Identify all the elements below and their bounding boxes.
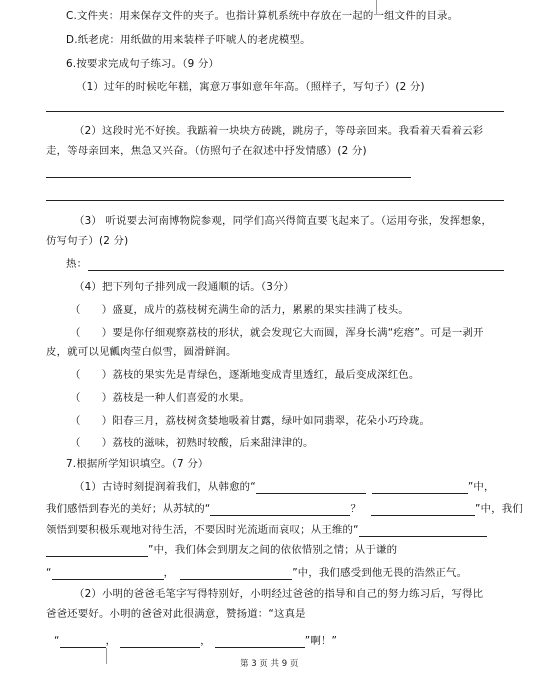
question-7-2-line2: 爸爸还要好。小明的爸爸对此很满意，赞扬道：“这真是 [46, 608, 306, 620]
blank-7-1-e[interactable] [359, 525, 487, 537]
question-7-1-line1 [74, 480, 495, 494]
question-7-2-line3 [54, 634, 337, 648]
q7-1-text-b-mid: ？ [350, 503, 362, 515]
blank-7-1-c[interactable] [210, 504, 350, 516]
option-c: C.文件夹：用来保存文件的夹子。也指计算机系统中存放在一起的一组文件的目录。 [66, 10, 459, 22]
q7-1-text-a: （1）古诗时刻提润着我们，从韩愈的“ [74, 481, 256, 493]
blank-7-2-a[interactable] [60, 636, 106, 648]
q7-2-quote-open: “ [54, 635, 60, 647]
question-6-3-label: 热： [66, 258, 88, 270]
blank-7-1-b[interactable] [372, 482, 468, 494]
q7-1-text-e-end: ”中，我们感受到他无畏的浩然正气。 [292, 567, 468, 579]
page-footer: 第 3 页 共 9 页 [240, 659, 299, 669]
q7-2-quote-end: ”啊！” [304, 635, 338, 647]
sentence-5: （ ）阳春三月，荔枝树贪婪地吸着甘露，绿叶如同翡翠，花朵小巧玲珑。 [70, 415, 431, 427]
blank-7-1-a[interactable] [256, 482, 366, 494]
q7-1-text-e-start: “ [46, 567, 52, 579]
question-6-3-line2: 仿写句子）(2 分) [46, 235, 129, 247]
answer-line-6-3[interactable] [88, 270, 504, 271]
q7-1-text-c: 领悟到要积极乐观地对待生活，不要因时光流逝而哀叹；从王维的“ [46, 524, 359, 536]
question-7-2-line1: （2）小明的爸爸毛笔字写得特别好，小明经过爸爸的指导和自己的努力练习后，写得比 [74, 588, 484, 600]
question-7-1-line2 [46, 502, 523, 516]
blank-7-1-f[interactable] [46, 545, 148, 557]
sentence-2-line1: （ ）要是你仔细观察荔枝的形状，就会发现它大而圆，浑身长满“疙瘩”。可是一剥开 [70, 327, 484, 339]
sentence-2-line2: 皮，就可以见瓤肉莹白似雪，圆滑鲜润。 [46, 346, 237, 358]
blank-7-1-g[interactable] [52, 568, 164, 580]
q7-1-text-e-mid: ， [163, 567, 175, 579]
sentence-3: （ ）荔枝的果实先是青绿色，逐渐地变成青里透红，最后变成深红色。 [70, 369, 420, 381]
answer-line-6-2-a[interactable] [46, 177, 411, 178]
question-6-1: （1）过年的时候吃年糕，寓意万事如意年年高。（照样子，写句子）(2 分) [76, 81, 425, 93]
answer-line-6-2-b[interactable] [46, 200, 504, 201]
sentence-1: （ ）盛夏，成片的荔枝树充满生命的活力，累累的果实挂满了枝头。 [70, 304, 409, 316]
question-7-1-line3 [46, 523, 487, 537]
q7-1-text-a-end: ”中， [467, 481, 495, 493]
question-6-2-line1: （2）这段时光不好挨。我踮着一块块方砖跳，跳房子，等母亲回来。我看着天看着云彩 [74, 125, 484, 137]
question-7-1-line4 [46, 543, 397, 557]
sentence-4: （ ）荔枝是一种人们喜爱的水果。 [70, 392, 251, 404]
question-7-heading: 7.根据所学知识填空。（7 分） [66, 458, 209, 470]
q7-2-comma-1: ， [105, 635, 117, 647]
q7-1-text-b: 我们感悟到春光的美好；从苏轼的“ [46, 503, 211, 515]
blank-7-2-c[interactable] [215, 636, 305, 648]
blank-7-1-d[interactable] [371, 504, 475, 516]
blank-7-1-h[interactable] [180, 568, 292, 580]
question-7-1-line5 [46, 566, 467, 580]
question-6-heading: 6.按要求完成句子练习。（9 分） [66, 58, 220, 70]
answer-line-6-1[interactable] [46, 111, 504, 112]
option-d: D.纸老虎：用纸做的用来装样子吓唬人的老虎模型。 [66, 34, 311, 46]
question-6-4: （4）把下列句子排列成一段通顺的话。（3分） [74, 281, 295, 293]
question-6-3-line1: （3） 听说要去河南博物院参观，同学们高兴得简直要飞起来了。（运用夸张，发挥想象， [74, 215, 493, 227]
q7-1-text-b-end: ”中，我们 [475, 503, 523, 515]
question-6-2-line2: 走，等母亲回来，焦急又兴奋。（仿照句子在叙述中抒发情感）(2 分) [46, 145, 367, 157]
q7-1-text-d-end: ”中，我们体会到朋友之间的依依惜别之情；从于谦的 [148, 544, 398, 556]
sentence-6: （ ）荔枝的滋味，初熟时较酸，后来甜津津的。 [70, 437, 314, 449]
blank-7-2-b[interactable] [120, 636, 200, 648]
q7-2-comma-2: ， [200, 635, 211, 647]
binding-mark-bottom [106, 648, 107, 664]
